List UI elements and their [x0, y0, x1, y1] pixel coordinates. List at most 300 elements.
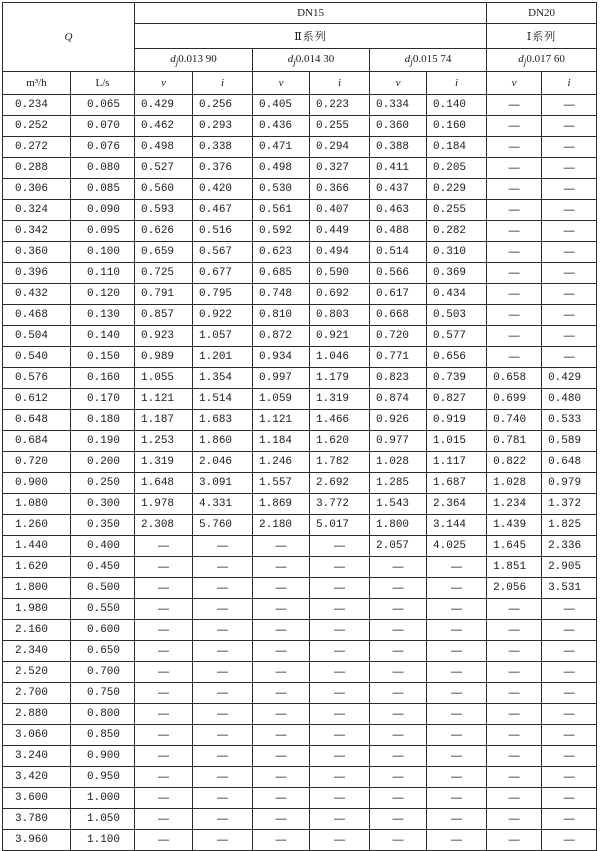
table-cell: — — [310, 662, 370, 683]
table-cell: 0.150 — [71, 347, 135, 368]
table-cell: 0.950 — [71, 767, 135, 788]
table-row — [3, 431, 597, 452]
table-cell: 0.700 — [71, 662, 135, 683]
table-cell: — — [253, 704, 310, 725]
table-row — [3, 788, 597, 809]
table-cell: 2.056 — [487, 578, 542, 599]
table-body — [3, 95, 597, 851]
table-cell: 0.463 — [370, 200, 427, 221]
table-cell: 0.256 — [193, 95, 253, 116]
table-row — [3, 305, 597, 326]
v-header: v — [135, 72, 193, 95]
table-cell: 1.015 — [427, 431, 487, 452]
table-cell: 1.800 — [3, 578, 71, 599]
table-cell: 0.623 — [253, 242, 310, 263]
table-cell: 1.648 — [135, 473, 193, 494]
table-cell: — — [487, 599, 542, 620]
table-cell: 2.160 — [3, 620, 71, 641]
table-cell: 0.300 — [71, 494, 135, 515]
series-i-header: Ⅰ系列 — [487, 24, 597, 49]
table-cell: — — [253, 788, 310, 809]
table-cell: — — [370, 746, 427, 767]
table-cell: — — [487, 263, 542, 284]
v-header: v — [370, 72, 427, 95]
table-cell: — — [542, 95, 597, 116]
table-cell: 0.488 — [370, 221, 427, 242]
table-cell: — — [427, 788, 487, 809]
table-cell: 0.934 — [253, 347, 310, 368]
table-cell: 3.144 — [427, 515, 487, 536]
unit-m3h-header: m³/h — [3, 72, 71, 95]
table-cell: — — [542, 641, 597, 662]
table-cell: 4.025 — [427, 536, 487, 557]
table-row — [3, 662, 597, 683]
table-row — [3, 95, 597, 116]
table-cell: 0.685 — [253, 263, 310, 284]
table-cell: — — [542, 788, 597, 809]
table-cell: — — [310, 704, 370, 725]
table-cell: 0.140 — [71, 326, 135, 347]
table-cell: — — [135, 830, 193, 851]
table-cell: 0.388 — [370, 137, 427, 158]
table-cell: 1.620 — [3, 557, 71, 578]
table-cell: 0.180 — [71, 410, 135, 431]
table-cell: 0.120 — [71, 284, 135, 305]
table-row — [3, 494, 597, 515]
table-cell: 0.800 — [71, 704, 135, 725]
table-cell: 1.080 — [3, 494, 71, 515]
table-cell: 1.683 — [193, 410, 253, 431]
table-cell: 0.080 — [71, 158, 135, 179]
table-row — [3, 515, 597, 536]
table-cell: 0.668 — [370, 305, 427, 326]
i-header: i — [542, 72, 597, 95]
dj-header-2: $d_j0.014$ 30 — [253, 49, 370, 72]
v-header: v — [487, 72, 542, 95]
table-cell: 0.857 — [135, 305, 193, 326]
table-cell: — — [193, 662, 253, 683]
table-cell: 0.626 — [135, 221, 193, 242]
table-cell: 0.429 — [542, 368, 597, 389]
table-cell: 1.187 — [135, 410, 193, 431]
table-cell: 0.468 — [3, 305, 71, 326]
table-cell: 0.432 — [3, 284, 71, 305]
table-cell: 1.557 — [253, 473, 310, 494]
table-cell: 2.905 — [542, 557, 597, 578]
table-cell: — — [310, 620, 370, 641]
table-cell: — — [310, 578, 370, 599]
table-cell: 0.160 — [71, 368, 135, 389]
table-cell: 1.620 — [310, 431, 370, 452]
unit-ls-header: L/s — [71, 72, 135, 95]
table-cell: 0.471 — [253, 137, 310, 158]
table-cell: 0.411 — [370, 158, 427, 179]
table-cell: — — [135, 557, 193, 578]
table-cell: 1.800 — [370, 515, 427, 536]
table-cell: 0.255 — [427, 200, 487, 221]
table-cell: — — [542, 620, 597, 641]
table-cell: 2.046 — [193, 452, 253, 473]
table-cell: 1.117 — [427, 452, 487, 473]
table-cell: 3.772 — [310, 494, 370, 515]
table-cell: 1.028 — [370, 452, 427, 473]
table-cell: — — [135, 746, 193, 767]
table-cell: — — [370, 788, 427, 809]
table-cell: 0.516 — [193, 221, 253, 242]
table-cell: 1.645 — [487, 536, 542, 557]
table-cell: 0.900 — [3, 473, 71, 494]
table-cell: 0.922 — [193, 305, 253, 326]
table-cell: 1.055 — [135, 368, 193, 389]
table-row — [3, 620, 597, 641]
table-cell: 0.822 — [487, 452, 542, 473]
table-cell: — — [542, 263, 597, 284]
table-cell: — — [487, 767, 542, 788]
table-cell: 1.851 — [487, 557, 542, 578]
table-cell: 2.520 — [3, 662, 71, 683]
table-cell: 0.612 — [3, 389, 71, 410]
table-cell: — — [253, 557, 310, 578]
table-cell: — — [310, 830, 370, 851]
table-cell: 1.860 — [193, 431, 253, 452]
table-cell: 0.540 — [3, 347, 71, 368]
table-cell: — — [135, 662, 193, 683]
table-cell: — — [542, 830, 597, 851]
table-cell: 0.110 — [71, 263, 135, 284]
table-cell: — — [542, 200, 597, 221]
table-cell: 5.760 — [193, 515, 253, 536]
table-cell: 2.364 — [427, 494, 487, 515]
table-cell: — — [487, 683, 542, 704]
table-cell: 0.342 — [3, 221, 71, 242]
table-cell: — — [193, 809, 253, 830]
table-cell: 0.360 — [370, 116, 427, 137]
table-cell: 0.781 — [487, 431, 542, 452]
table-cell: — — [487, 158, 542, 179]
table-cell: 0.692 — [310, 284, 370, 305]
table-cell: — — [542, 284, 597, 305]
table-cell: — — [193, 536, 253, 557]
table-cell: 0.095 — [71, 221, 135, 242]
table-cell: 0.467 — [193, 200, 253, 221]
table-cell: 0.250 — [71, 473, 135, 494]
table-cell: 0.872 — [253, 326, 310, 347]
q-header: Q — [3, 3, 135, 72]
table-cell: — — [310, 746, 370, 767]
table-cell: 3.780 — [3, 809, 71, 830]
table-cell: — — [193, 557, 253, 578]
table-cell: 0.420 — [193, 179, 253, 200]
table-cell: 0.827 — [427, 389, 487, 410]
table-row — [3, 641, 597, 662]
table-cell: 1.440 — [3, 536, 71, 557]
table-row — [3, 746, 597, 767]
table-cell: 0.494 — [310, 242, 370, 263]
table-cell: 1.000 — [71, 788, 135, 809]
table-cell: — — [487, 284, 542, 305]
table-cell: 1.057 — [193, 326, 253, 347]
table-cell: 0.533 — [542, 410, 597, 431]
table-cell: 0.748 — [253, 284, 310, 305]
table-cell: — — [427, 683, 487, 704]
table-cell: — — [135, 578, 193, 599]
table-cell: — — [310, 557, 370, 578]
table-cell: 0.090 — [71, 200, 135, 221]
table-cell: — — [427, 830, 487, 851]
table-row — [3, 830, 597, 851]
table-cell: 0.530 — [253, 179, 310, 200]
table-cell: — — [253, 662, 310, 683]
table-row — [3, 704, 597, 725]
table-cell: 0.656 — [427, 347, 487, 368]
table-row — [3, 326, 597, 347]
table-cell: — — [370, 662, 427, 683]
table-cell: 0.293 — [193, 116, 253, 137]
table-cell: 1.319 — [310, 389, 370, 410]
table-row — [3, 452, 597, 473]
table-cell: 0.376 — [193, 158, 253, 179]
table-cell: — — [193, 599, 253, 620]
table-cell: 4.331 — [193, 494, 253, 515]
table-cell: 0.200 — [71, 452, 135, 473]
table-row — [3, 263, 597, 284]
table-cell: — — [542, 221, 597, 242]
table-cell: 3.091 — [193, 473, 253, 494]
table-cell: 0.462 — [135, 116, 193, 137]
table-cell: — — [310, 767, 370, 788]
table-cell: — — [135, 788, 193, 809]
table-cell: — — [427, 557, 487, 578]
table-cell: — — [370, 557, 427, 578]
table-cell: — — [487, 116, 542, 137]
table-cell: 1.184 — [253, 431, 310, 452]
table-cell: — — [487, 725, 542, 746]
table-cell: — — [193, 578, 253, 599]
table-cell: 0.324 — [3, 200, 71, 221]
table-cell: 0.590 — [310, 263, 370, 284]
table-cell: 1.246 — [253, 452, 310, 473]
dj-header-1: $d_j0.013$ 90 — [135, 49, 253, 72]
table-cell: 0.076 — [71, 137, 135, 158]
table-cell: 0.327 — [310, 158, 370, 179]
table-row — [3, 683, 597, 704]
table-cell: — — [370, 725, 427, 746]
table-cell: 1.439 — [487, 515, 542, 536]
table-cell: 0.919 — [427, 410, 487, 431]
table-cell: 0.190 — [71, 431, 135, 452]
table-cell: 0.160 — [427, 116, 487, 137]
table-cell: 1.253 — [135, 431, 193, 452]
table-cell: 1.466 — [310, 410, 370, 431]
table-cell: 1.687 — [427, 473, 487, 494]
table-cell: — — [135, 683, 193, 704]
table-cell: 2.880 — [3, 704, 71, 725]
table-cell: — — [370, 809, 427, 830]
table-cell: 0.405 — [253, 95, 310, 116]
table-cell: 0.100 — [71, 242, 135, 263]
table-cell: 1.285 — [370, 473, 427, 494]
table-cell: — — [370, 767, 427, 788]
table-cell: 1.319 — [135, 452, 193, 473]
table-cell: 1.980 — [3, 599, 71, 620]
table-cell: — — [427, 662, 487, 683]
table-cell: — — [370, 641, 427, 662]
table-cell: — — [542, 662, 597, 683]
table-cell: 0.498 — [135, 137, 193, 158]
table-cell: 2.180 — [253, 515, 310, 536]
table-cell: — — [487, 137, 542, 158]
table-cell: — — [193, 704, 253, 725]
table-cell: 0.205 — [427, 158, 487, 179]
table-row — [3, 200, 597, 221]
table-cell: 0.514 — [370, 242, 427, 263]
table-cell: 0.436 — [253, 116, 310, 137]
table-cell: 0.550 — [71, 599, 135, 620]
table-cell: — — [135, 620, 193, 641]
table-cell: 0.065 — [71, 95, 135, 116]
table-cell: 0.434 — [427, 284, 487, 305]
table-cell: 0.407 — [310, 200, 370, 221]
table-cell: — — [135, 536, 193, 557]
table-cell: 0.480 — [542, 389, 597, 410]
table-cell: 1.825 — [542, 515, 597, 536]
table-cell: 1.201 — [193, 347, 253, 368]
table-cell: — — [310, 536, 370, 557]
table-cell: — — [310, 788, 370, 809]
table-cell: 0.130 — [71, 305, 135, 326]
table-cell: 0.366 — [310, 179, 370, 200]
table-cell: 0.791 — [135, 284, 193, 305]
table-cell: — — [542, 347, 597, 368]
table-cell: 0.720 — [370, 326, 427, 347]
table-row — [3, 284, 597, 305]
table-cell: 0.979 — [542, 473, 597, 494]
table-row — [3, 536, 597, 557]
i-header: i — [193, 72, 253, 95]
dn20-header: DN20 — [487, 3, 597, 24]
table-cell: — — [310, 599, 370, 620]
table-cell: 1.179 — [310, 368, 370, 389]
table-cell: 0.429 — [135, 95, 193, 116]
table-cell: 0.677 — [193, 263, 253, 284]
table-cell: 0.977 — [370, 431, 427, 452]
table-cell: — — [310, 641, 370, 662]
table-cell: 0.560 — [135, 179, 193, 200]
table-cell: — — [253, 725, 310, 746]
table-cell: — — [427, 725, 487, 746]
table-cell: 0.070 — [71, 116, 135, 137]
table-cell: 3.420 — [3, 767, 71, 788]
table-cell: 1.059 — [253, 389, 310, 410]
table-cell: 1.354 — [193, 368, 253, 389]
table-cell: 1.028 — [487, 473, 542, 494]
table-cell: 0.085 — [71, 179, 135, 200]
table-cell: 0.850 — [71, 725, 135, 746]
table-cell: — — [193, 788, 253, 809]
table-cell: 0.750 — [71, 683, 135, 704]
table-cell: 0.310 — [427, 242, 487, 263]
table-cell: — — [370, 704, 427, 725]
table-cell: 0.900 — [71, 746, 135, 767]
table-cell: 0.740 — [487, 410, 542, 431]
table-cell: 0.739 — [427, 368, 487, 389]
table-row — [3, 368, 597, 389]
table-cell: 0.396 — [3, 263, 71, 284]
table-cell: 0.648 — [542, 452, 597, 473]
table-cell: 0.577 — [427, 326, 487, 347]
table-row — [3, 578, 597, 599]
table-row — [3, 137, 597, 158]
table-cell: 0.720 — [3, 452, 71, 473]
table-cell: — — [427, 599, 487, 620]
table-cell: 1.050 — [71, 809, 135, 830]
table-cell: — — [542, 767, 597, 788]
table-cell: — — [253, 767, 310, 788]
table-row — [3, 809, 597, 830]
table-cell: 0.229 — [427, 179, 487, 200]
table-cell: — — [542, 725, 597, 746]
table-cell: — — [193, 683, 253, 704]
table-row — [3, 347, 597, 368]
table-cell: — — [253, 830, 310, 851]
table-row — [3, 599, 597, 620]
table-cell: — — [542, 116, 597, 137]
table-cell: — — [487, 788, 542, 809]
table-cell: 0.823 — [370, 368, 427, 389]
table-cell: 0.923 — [135, 326, 193, 347]
table-cell: 3.960 — [3, 830, 71, 851]
table-cell: — — [370, 578, 427, 599]
table-cell: — — [542, 683, 597, 704]
table-cell: — — [135, 767, 193, 788]
table-cell: 0.561 — [253, 200, 310, 221]
table-cell: 0.338 — [193, 137, 253, 158]
table-cell: 0.566 — [370, 263, 427, 284]
table-cell: 0.294 — [310, 137, 370, 158]
table-cell: — — [542, 158, 597, 179]
table-row — [3, 767, 597, 788]
table-cell: 0.989 — [135, 347, 193, 368]
table-cell: 0.725 — [135, 263, 193, 284]
table-cell: — — [310, 683, 370, 704]
table-cell: — — [427, 620, 487, 641]
table-row — [3, 221, 597, 242]
table-cell: 0.500 — [71, 578, 135, 599]
table-cell: — — [487, 641, 542, 662]
table-cell: 0.350 — [71, 515, 135, 536]
table-cell: — — [193, 746, 253, 767]
table-cell: — — [253, 809, 310, 830]
i-header: i — [427, 72, 487, 95]
table-cell: 0.184 — [427, 137, 487, 158]
table-cell: — — [135, 704, 193, 725]
table-row — [3, 116, 597, 137]
table-cell: 0.650 — [71, 641, 135, 662]
table-cell: 0.684 — [3, 431, 71, 452]
table-cell: 0.659 — [135, 242, 193, 263]
table-cell: 0.921 — [310, 326, 370, 347]
table-cell: 0.140 — [427, 95, 487, 116]
table-cell: 0.288 — [3, 158, 71, 179]
table-cell: — — [487, 662, 542, 683]
i-header: i — [310, 72, 370, 95]
table-cell: — — [427, 578, 487, 599]
table-cell: 0.810 — [253, 305, 310, 326]
table-cell: — — [487, 200, 542, 221]
dn15-header: DN15 — [135, 3, 487, 24]
table-cell: 0.803 — [310, 305, 370, 326]
table-cell: — — [427, 767, 487, 788]
